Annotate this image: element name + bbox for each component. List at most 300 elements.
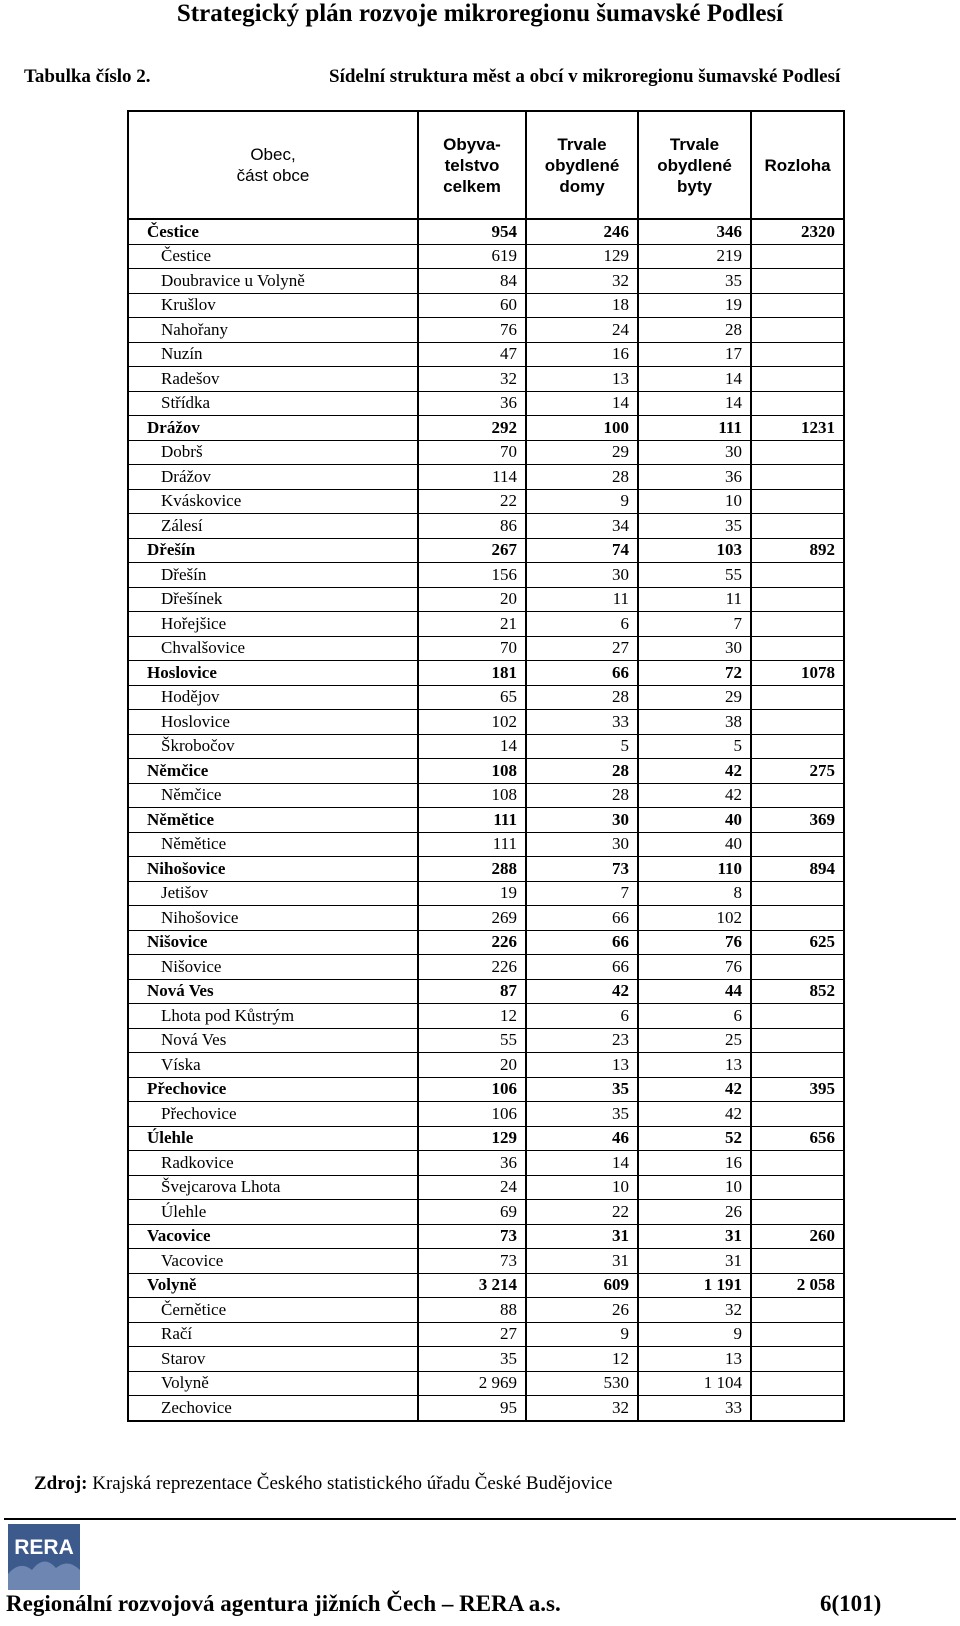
- part-row: [128, 489, 844, 514]
- cell-domy: 6: [526, 1004, 638, 1029]
- cell-obyvatelstvo: 292: [418, 416, 526, 441]
- part-row: [128, 1347, 844, 1372]
- cell-name: Nová Ves: [128, 1028, 418, 1053]
- cell-name: Nahořany: [128, 318, 418, 343]
- cell-obyvatelstvo: 27: [418, 1322, 526, 1347]
- table-title: Sídelní struktura měst a obcí v mikroregionu šumavské Podlesí: [329, 66, 841, 87]
- cell-byty: 13: [638, 1347, 751, 1372]
- cell-byty: 25: [638, 1028, 751, 1053]
- cell-obyvatelstvo: 267: [418, 538, 526, 563]
- cell-name: Úlehle: [128, 1200, 418, 1225]
- cell-name: Němčice: [128, 759, 418, 784]
- cell-obyvatelstvo: 226: [418, 955, 526, 980]
- cell-rozloha: [751, 1200, 844, 1225]
- municipality-row: [128, 1077, 844, 1102]
- cell-name: Dřešínek: [128, 587, 418, 612]
- cell-name: Čestice: [128, 219, 418, 244]
- cell-name: Přechovice: [128, 1102, 418, 1127]
- cell-name: Drážov: [128, 465, 418, 490]
- cell-byty: 36: [638, 465, 751, 490]
- cell-rozloha: [751, 1371, 844, 1396]
- cell-domy: 32: [526, 269, 638, 294]
- part-row: [128, 587, 844, 612]
- cell-rozloha: [751, 734, 844, 759]
- cell-name: Hořejšice: [128, 612, 418, 637]
- cell-obyvatelstvo: 269: [418, 906, 526, 931]
- cell-byty: 8: [638, 881, 751, 906]
- cell-domy: 66: [526, 661, 638, 686]
- header-byty-line: obydlené: [657, 155, 732, 175]
- cell-byty: 76: [638, 955, 751, 980]
- cell-name: Volyně: [128, 1371, 418, 1396]
- cell-obyvatelstvo: 14: [418, 734, 526, 759]
- cell-byty: 42: [638, 759, 751, 784]
- cell-domy: 27: [526, 636, 638, 661]
- cell-byty: 42: [638, 1102, 751, 1127]
- municipality-row: [128, 661, 844, 686]
- part-row: [128, 612, 844, 637]
- cell-obyvatelstvo: 156: [418, 563, 526, 588]
- cell-byty: 13: [638, 1053, 751, 1078]
- municipality-row: [128, 759, 844, 784]
- cell-rozloha: [751, 1396, 844, 1421]
- cell-rozloha: [751, 269, 844, 294]
- cell-rozloha: 892: [751, 538, 844, 563]
- cell-domy: 26: [526, 1298, 638, 1323]
- cell-name: Jetišov: [128, 881, 418, 906]
- cell-byty: 42: [638, 1077, 751, 1102]
- municipality-row: [128, 538, 844, 563]
- cell-domy: 129: [526, 244, 638, 269]
- cell-byty: 103: [638, 538, 751, 563]
- cell-rozloha: [751, 465, 844, 490]
- cell-name: Dřešín: [128, 563, 418, 588]
- cell-domy: 16: [526, 342, 638, 367]
- part-row: [128, 342, 844, 367]
- cell-domy: 28: [526, 465, 638, 490]
- cell-rozloha: [751, 1102, 844, 1127]
- cell-byty: 10: [638, 489, 751, 514]
- cell-domy: 66: [526, 906, 638, 931]
- part-row: [128, 563, 844, 588]
- header-rozloha-line: Rozloha: [764, 155, 831, 175]
- cell-rozloha: [751, 318, 844, 343]
- page-number: 6(101): [820, 1591, 882, 1616]
- cell-rozloha: 1231: [751, 416, 844, 441]
- cell-name: Volyně: [128, 1273, 418, 1298]
- cell-obyvatelstvo: 70: [418, 440, 526, 465]
- municipality-row: [128, 1126, 844, 1151]
- cell-domy: 100: [526, 416, 638, 441]
- cell-domy: 29: [526, 440, 638, 465]
- municipality-row: [128, 930, 844, 955]
- part-row: [128, 1151, 844, 1176]
- cell-obyvatelstvo: 181: [418, 661, 526, 686]
- cell-obyvatelstvo: 20: [418, 1053, 526, 1078]
- cell-byty: 9: [638, 1322, 751, 1347]
- cell-domy: 10: [526, 1175, 638, 1200]
- cell-obyvatelstvo: 106: [418, 1077, 526, 1102]
- cell-domy: 5: [526, 734, 638, 759]
- cell-name: Přechovice: [128, 1077, 418, 1102]
- cell-byty: 219: [638, 244, 751, 269]
- cell-domy: 6: [526, 612, 638, 637]
- cell-name: Hoslovice: [128, 710, 418, 735]
- cell-rozloha: [751, 1298, 844, 1323]
- part-row: [128, 1249, 844, 1274]
- table-body: [128, 219, 844, 1421]
- header-domy-line: domy: [559, 176, 605, 196]
- cell-byty: 102: [638, 906, 751, 931]
- cell-byty: 30: [638, 440, 751, 465]
- municipality-row: [128, 857, 844, 882]
- municipality-row: [128, 1224, 844, 1249]
- cell-obyvatelstvo: 36: [418, 1151, 526, 1176]
- cell-obyvatelstvo: 73: [418, 1224, 526, 1249]
- cell-byty: 40: [638, 832, 751, 857]
- cell-byty: 32: [638, 1298, 751, 1323]
- cell-domy: 7: [526, 881, 638, 906]
- cell-name: Černětice: [128, 1298, 418, 1323]
- cell-obyvatelstvo: 32: [418, 367, 526, 392]
- cell-rozloha: [751, 783, 844, 808]
- cell-domy: 22: [526, 1200, 638, 1225]
- cell-name: Starov: [128, 1347, 418, 1372]
- cell-name: Nišovice: [128, 955, 418, 980]
- part-row: [128, 734, 844, 759]
- municipality-row: [128, 219, 844, 244]
- cell-name: Chvalšovice: [128, 636, 418, 661]
- cell-domy: 24: [526, 318, 638, 343]
- cell-name: Dřešín: [128, 538, 418, 563]
- cell-name: Nuzín: [128, 342, 418, 367]
- cell-rozloha: [751, 244, 844, 269]
- cell-obyvatelstvo: 21: [418, 612, 526, 637]
- cell-rozloha: 894: [751, 857, 844, 882]
- cell-byty: 111: [638, 416, 751, 441]
- cell-name: Střídka: [128, 391, 418, 416]
- cell-domy: 30: [526, 808, 638, 833]
- cell-rozloha: 625: [751, 930, 844, 955]
- cell-domy: 30: [526, 832, 638, 857]
- header-obyvatelstvo: [418, 111, 526, 219]
- cell-obyvatelstvo: 36: [418, 391, 526, 416]
- cell-name: Škrobočov: [128, 734, 418, 759]
- cell-domy: 31: [526, 1249, 638, 1274]
- header-obec-line: Obec,: [250, 145, 296, 164]
- source-label: Zdroj:: [34, 1473, 88, 1494]
- cell-obyvatelstvo: 76: [418, 318, 526, 343]
- municipality-row: [128, 808, 844, 833]
- cell-byty: 16: [638, 1151, 751, 1176]
- cell-obyvatelstvo: 95: [418, 1396, 526, 1421]
- cell-name: Němětice: [128, 808, 418, 833]
- header-obec-line: část obce: [236, 166, 310, 185]
- part-row: [128, 1102, 844, 1127]
- cell-name: Němčice: [128, 783, 418, 808]
- part-row: [128, 1200, 844, 1225]
- cell-byty: 30: [638, 636, 751, 661]
- table-header-row: [128, 111, 844, 219]
- part-row: [128, 1396, 844, 1421]
- table-caption: [24, 66, 904, 90]
- cell-byty: 11: [638, 587, 751, 612]
- rera-logo: [8, 1524, 80, 1590]
- cell-domy: 609: [526, 1273, 638, 1298]
- cell-rozloha: [751, 489, 844, 514]
- cell-name: Nihošovice: [128, 857, 418, 882]
- source-text: Krajská reprezentace Českého statistického úřadu České Budějovice: [92, 1473, 613, 1494]
- cell-byty: 10: [638, 1175, 751, 1200]
- part-row: [128, 906, 844, 931]
- cell-domy: 9: [526, 489, 638, 514]
- cell-rozloha: [751, 1053, 844, 1078]
- cell-name: Zálesí: [128, 514, 418, 539]
- cell-byty: 1 191: [638, 1273, 751, 1298]
- header-rozloha: [751, 111, 844, 219]
- cell-byty: 35: [638, 514, 751, 539]
- cell-obyvatelstvo: 65: [418, 685, 526, 710]
- cell-name: Němětice: [128, 832, 418, 857]
- table-number: Tabulka číslo 2.: [24, 66, 151, 87]
- cell-domy: 66: [526, 955, 638, 980]
- cell-name: Švejcarova Lhota: [128, 1175, 418, 1200]
- cell-byty: 42: [638, 783, 751, 808]
- cell-domy: 530: [526, 1371, 638, 1396]
- cell-obyvatelstvo: 88: [418, 1298, 526, 1323]
- cell-byty: 1 104: [638, 1371, 751, 1396]
- cell-obyvatelstvo: 2 969: [418, 1371, 526, 1396]
- cell-rozloha: [751, 612, 844, 637]
- cell-byty: 55: [638, 563, 751, 588]
- cell-obyvatelstvo: 3 214: [418, 1273, 526, 1298]
- cell-obyvatelstvo: 954: [418, 219, 526, 244]
- cell-name: Vacovice: [128, 1249, 418, 1274]
- cell-name: Úlehle: [128, 1126, 418, 1151]
- cell-byty: 35: [638, 269, 751, 294]
- header-obyvatelstvo-line: celkem: [443, 176, 501, 196]
- cell-rozloha: [751, 514, 844, 539]
- cell-rozloha: [751, 1347, 844, 1372]
- cell-rozloha: [751, 832, 844, 857]
- cell-domy: 74: [526, 538, 638, 563]
- cell-byty: 31: [638, 1224, 751, 1249]
- part-row: [128, 955, 844, 980]
- cell-obyvatelstvo: 47: [418, 342, 526, 367]
- cell-obyvatelstvo: 86: [418, 514, 526, 539]
- cell-domy: 11: [526, 587, 638, 612]
- cell-domy: 9: [526, 1322, 638, 1347]
- header-domy-line: Trvale: [557, 134, 607, 154]
- cell-byty: 14: [638, 367, 751, 392]
- cell-rozloha: [751, 1151, 844, 1176]
- cell-obyvatelstvo: 19: [418, 881, 526, 906]
- cell-byty: 76: [638, 930, 751, 955]
- cell-domy: 14: [526, 1151, 638, 1176]
- cell-byty: 72: [638, 661, 751, 686]
- logo-wordmark: RERA: [14, 1536, 74, 1559]
- cell-byty: 7: [638, 612, 751, 637]
- cell-byty: 110: [638, 857, 751, 882]
- cell-obyvatelstvo: 69: [418, 1200, 526, 1225]
- cell-obyvatelstvo: 22: [418, 489, 526, 514]
- cell-domy: 28: [526, 783, 638, 808]
- part-row: [128, 367, 844, 392]
- part-row: [128, 1028, 844, 1053]
- part-row: [128, 1322, 844, 1347]
- part-row: [128, 832, 844, 857]
- settlement-table: [127, 110, 845, 1422]
- header-domy: [526, 111, 638, 219]
- part-row: [128, 685, 844, 710]
- part-row: [128, 710, 844, 735]
- cell-domy: 66: [526, 930, 638, 955]
- cell-name: Radešov: [128, 367, 418, 392]
- cell-name: Hoslovice: [128, 661, 418, 686]
- cell-domy: 35: [526, 1077, 638, 1102]
- cell-name: Nihošovice: [128, 906, 418, 931]
- cell-obyvatelstvo: 70: [418, 636, 526, 661]
- cell-rozloha: [751, 342, 844, 367]
- cell-rozloha: 260: [751, 1224, 844, 1249]
- cell-domy: 12: [526, 1347, 638, 1372]
- cell-rozloha: [751, 881, 844, 906]
- header-domy-line: obydlené: [544, 155, 620, 175]
- part-row: [128, 440, 844, 465]
- cell-rozloha: 2320: [751, 219, 844, 244]
- header-obec: [128, 111, 418, 219]
- cell-name: Drážov: [128, 416, 418, 441]
- cell-byty: 17: [638, 342, 751, 367]
- part-row: [128, 881, 844, 906]
- footer-divider: [4, 1518, 956, 1520]
- part-row: [128, 1175, 844, 1200]
- cell-name: Krušlov: [128, 293, 418, 318]
- header-byty-line: Trvale: [669, 134, 720, 154]
- cell-domy: 28: [526, 759, 638, 784]
- cell-rozloha: 656: [751, 1126, 844, 1151]
- cell-rozloha: [751, 955, 844, 980]
- cell-byty: 6: [638, 1004, 751, 1029]
- cell-domy: 32: [526, 1396, 638, 1421]
- cell-obyvatelstvo: 84: [418, 269, 526, 294]
- cell-byty: 19: [638, 293, 751, 318]
- cell-domy: 42: [526, 979, 638, 1004]
- page-title: Strategický plán rozvoje mikroregionu šumavské Podlesí: [176, 0, 784, 27]
- cell-name: Dobrš: [128, 440, 418, 465]
- cell-rozloha: [751, 1322, 844, 1347]
- header-obyvatelstvo-line: Obyva-: [443, 134, 501, 154]
- cell-obyvatelstvo: 87: [418, 979, 526, 1004]
- cell-rozloha: 852: [751, 979, 844, 1004]
- cell-obyvatelstvo: 114: [418, 465, 526, 490]
- cell-byty: 31: [638, 1249, 751, 1274]
- cell-domy: 246: [526, 219, 638, 244]
- cell-rozloha: [751, 367, 844, 392]
- cell-obyvatelstvo: 226: [418, 930, 526, 955]
- part-row: [128, 318, 844, 343]
- cell-rozloha: 2 058: [751, 1273, 844, 1298]
- part-row: [128, 391, 844, 416]
- cell-obyvatelstvo: 108: [418, 759, 526, 784]
- cell-obyvatelstvo: 106: [418, 1102, 526, 1127]
- header-obyvatelstvo-line: telstvo: [444, 155, 500, 175]
- cell-domy: 31: [526, 1224, 638, 1249]
- cell-rozloha: [751, 906, 844, 931]
- header-byty: [638, 111, 751, 219]
- cell-rozloha: [751, 1028, 844, 1053]
- cell-rozloha: 275: [751, 759, 844, 784]
- cell-obyvatelstvo: 129: [418, 1126, 526, 1151]
- cell-name: Radkovice: [128, 1151, 418, 1176]
- part-row: [128, 1004, 844, 1029]
- cell-name: Hodějov: [128, 685, 418, 710]
- cell-byty: 44: [638, 979, 751, 1004]
- cell-rozloha: [751, 293, 844, 318]
- cell-rozloha: [751, 1004, 844, 1029]
- cell-domy: 73: [526, 857, 638, 882]
- cell-obyvatelstvo: 111: [418, 832, 526, 857]
- cell-byty: 52: [638, 1126, 751, 1151]
- part-row: [128, 514, 844, 539]
- cell-rozloha: 369: [751, 808, 844, 833]
- cell-name: Lhota pod Kůstrým: [128, 1004, 418, 1029]
- cell-name: Doubravice u Volyně: [128, 269, 418, 294]
- cell-obyvatelstvo: 73: [418, 1249, 526, 1274]
- cell-byty: 14: [638, 391, 751, 416]
- cell-domy: 13: [526, 367, 638, 392]
- cell-domy: 34: [526, 514, 638, 539]
- cell-byty: 40: [638, 808, 751, 833]
- cell-rozloha: 395: [751, 1077, 844, 1102]
- cell-domy: 23: [526, 1028, 638, 1053]
- cell-name: Nišovice: [128, 930, 418, 955]
- cell-obyvatelstvo: 102: [418, 710, 526, 735]
- cell-name: Čestice: [128, 244, 418, 269]
- cell-name: Víska: [128, 1053, 418, 1078]
- municipality-row: [128, 979, 844, 1004]
- cell-name: Vacovice: [128, 1224, 418, 1249]
- cell-rozloha: [751, 1175, 844, 1200]
- part-row: [128, 783, 844, 808]
- cell-obyvatelstvo: 20: [418, 587, 526, 612]
- cell-rozloha: [751, 391, 844, 416]
- cell-domy: 35: [526, 1102, 638, 1127]
- cell-obyvatelstvo: 12: [418, 1004, 526, 1029]
- cell-obyvatelstvo: 60: [418, 293, 526, 318]
- cell-rozloha: 1078: [751, 661, 844, 686]
- municipality-row: [128, 416, 844, 441]
- cell-domy: 28: [526, 685, 638, 710]
- cell-rozloha: [751, 685, 844, 710]
- cell-rozloha: [751, 710, 844, 735]
- cell-name: Nová Ves: [128, 979, 418, 1004]
- part-row: [128, 636, 844, 661]
- part-row: [128, 269, 844, 294]
- cell-domy: 13: [526, 1053, 638, 1078]
- part-row: [128, 1298, 844, 1323]
- cell-rozloha: [751, 1249, 844, 1274]
- cell-name: Kváskovice: [128, 489, 418, 514]
- cell-domy: 18: [526, 293, 638, 318]
- cell-obyvatelstvo: 108: [418, 783, 526, 808]
- cell-name: Račí: [128, 1322, 418, 1347]
- source-note: [34, 1473, 612, 1495]
- cell-rozloha: [751, 563, 844, 588]
- municipality-row: [128, 1273, 844, 1298]
- cell-obyvatelstvo: 111: [418, 808, 526, 833]
- cell-byty: 28: [638, 318, 751, 343]
